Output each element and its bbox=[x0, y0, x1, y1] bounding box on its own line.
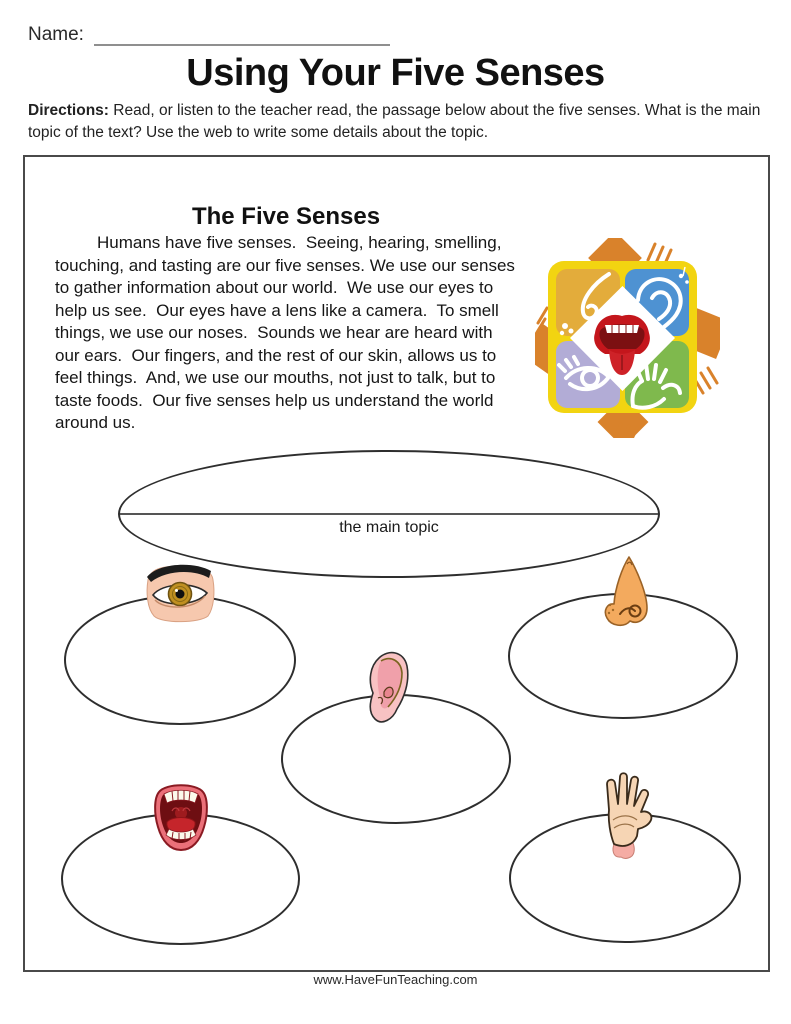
five-senses-badge bbox=[535, 238, 720, 438]
five-senses-badge-svg bbox=[535, 238, 720, 438]
directions-text: Directions: Read, or listen to the teacher read, the passage below about the five senses. What is the main topic of the text? Use the web to write some details about the topic. bbox=[28, 102, 761, 142]
ear-image bbox=[360, 648, 414, 728]
eye-image bbox=[142, 560, 218, 626]
page-title: Using Your Five Senses bbox=[186, 52, 605, 94]
name-input-line[interactable] bbox=[94, 20, 390, 46]
main-topic-divider bbox=[120, 513, 658, 515]
nose-image bbox=[596, 554, 654, 632]
name-label: Name: bbox=[28, 24, 84, 45]
hand-image bbox=[593, 768, 659, 860]
directions-label: Directions: bbox=[28, 102, 109, 119]
main-topic-oval[interactable] bbox=[118, 450, 660, 578]
footer-url: www.HaveFunTeaching.com bbox=[313, 972, 478, 987]
passage-body: Humans have five senses. Seeing, hearing, smelling, touching, and tasting are our five senses. We use our senses to gather information about our world. We use our eyes to help us see. Our eyes have a lens like a camera. To smell things, we use our noses. Sounds we hear are heard with our ears. Our fingers, and the rest of our skin, allows us to feel things. And, we use our mouths, not just to talk, but to taste foods. Our five senses help us understand the world around us. bbox=[55, 233, 520, 432]
main-topic-label: the main topic bbox=[339, 518, 439, 536]
passage-heading: The Five Senses bbox=[191, 203, 381, 230]
mouth-image bbox=[150, 780, 212, 854]
